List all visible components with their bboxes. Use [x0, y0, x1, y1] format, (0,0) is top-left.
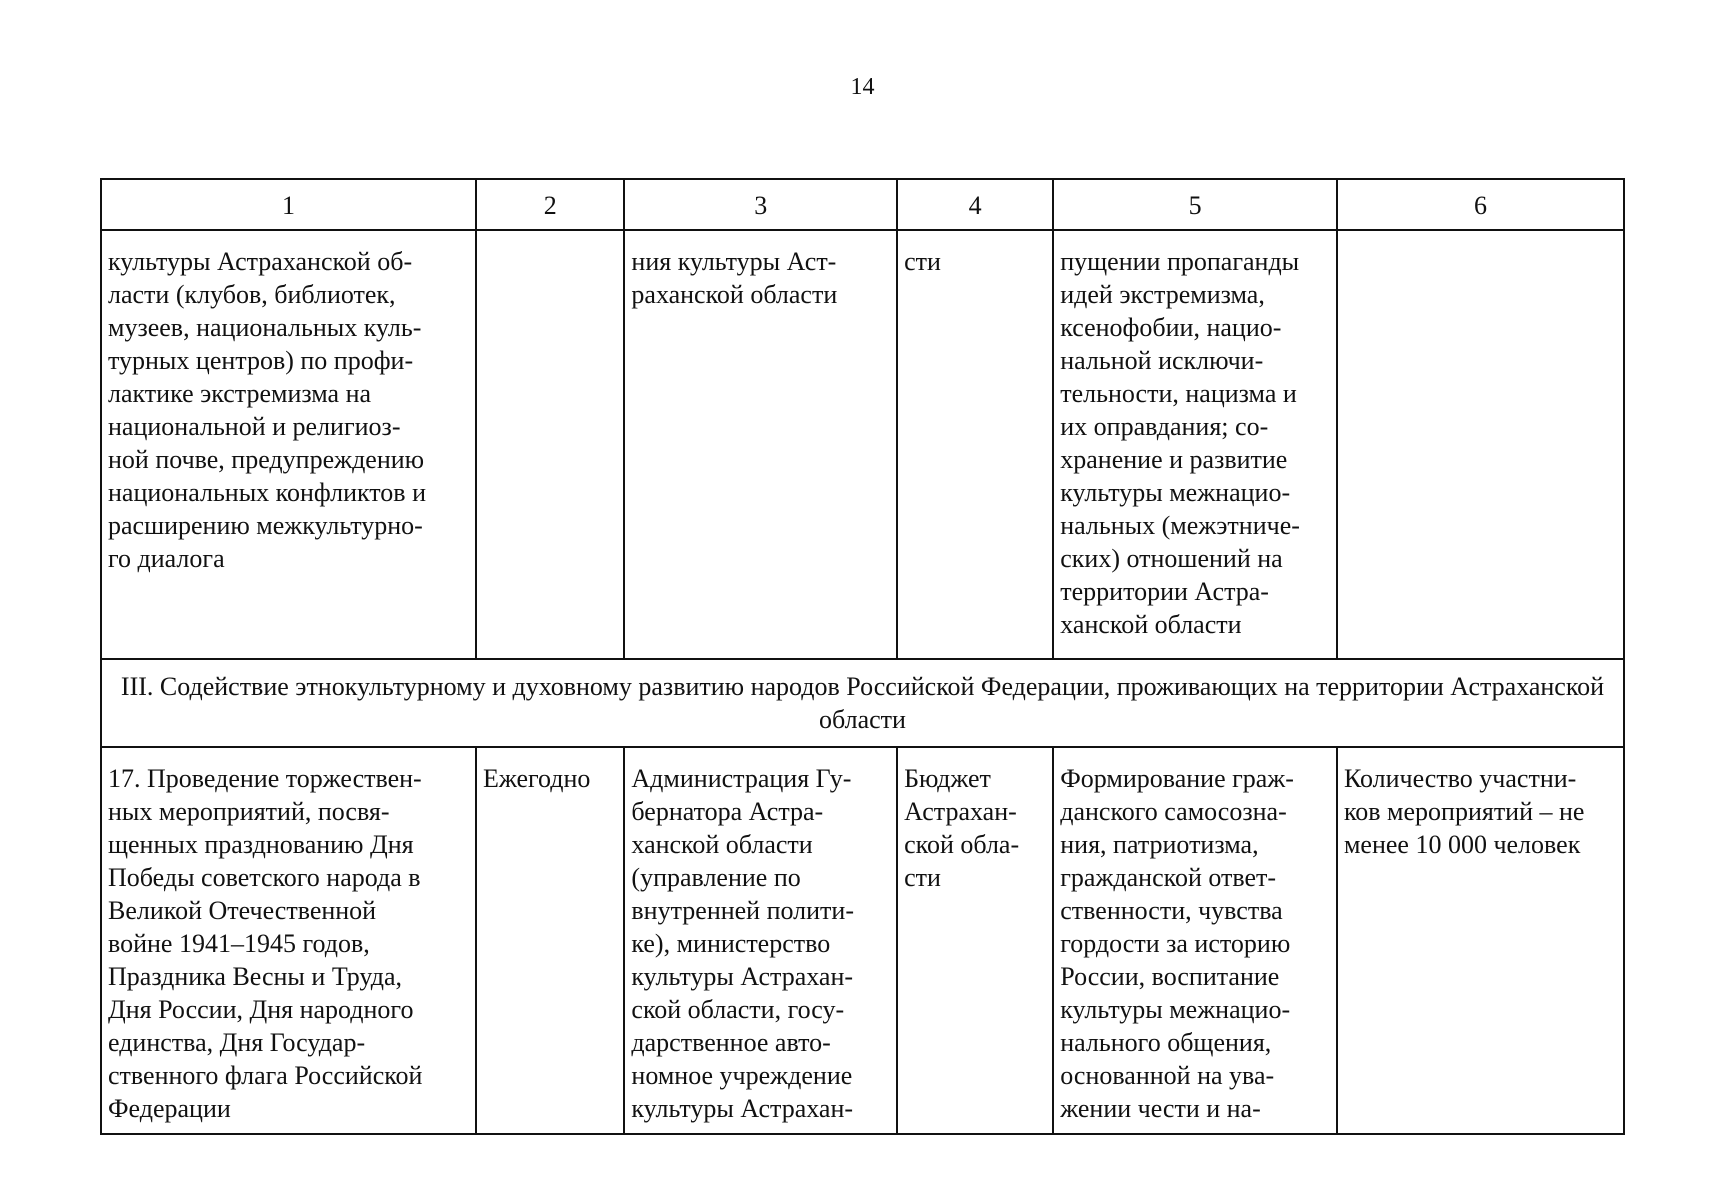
cell-deadline — [476, 230, 624, 659]
cell-funding-source: Бюджет Астрахан- ской обла- сти — [897, 747, 1053, 1134]
page-number: 14 — [850, 74, 875, 100]
cell-deadline: Ежегодно — [476, 747, 624, 1134]
cell-expected-result: Формирование граж- данского самосозна- ния, патриотизма, гражданской ответ- ственности, чувства гордости за историю России, воспитание культуры межнацио- нального общения, основанной на ува- жении чести и на- — [1053, 747, 1337, 1134]
measures-table — [100, 178, 1625, 1135]
table-header-row — [101, 179, 1624, 230]
cell-measure: культуры Астраханской об- ласти (клубов, библиотек, музеев, национальных куль- турных центров) по профи- лактике экстремизма на национальной и религиоз- ной почве, предупреждению национальных конфликтов и расширению межкультурно- го диалога — [101, 230, 476, 659]
column-header-6: 6 — [1337, 179, 1624, 230]
column-header-5: 5 — [1053, 179, 1337, 230]
table-row-17 — [101, 747, 1624, 1134]
section-title: III. Содействие этнокультурному и духовному развитию народов Российской Федерации, проживающих на территории Астраханской области — [101, 659, 1624, 747]
column-header-4: 4 — [897, 179, 1053, 230]
cell-expected-result: пущении пропаганды идей экстремизма, ксенофобии, нацио- нальной исключи- тельности, нацизма и их оправдания; со- хранение и развитие культуры межнацио- нальных (межэтниче- ских) отношений на территории Астра- ханской области — [1053, 230, 1337, 659]
table-row-continued — [101, 230, 1624, 659]
cell-executors: Администрация Гу- бернатора Астра- ханской области (управление по внутренней полити- ке), министерство культуры Астрахан- ской области, госу- дарственное авто- номное учреждение культуры Астрахан- — [624, 747, 897, 1134]
cell-funding-source: сти — [897, 230, 1053, 659]
cell-indicator — [1337, 230, 1624, 659]
column-header-1: 1 — [101, 179, 476, 230]
cell-executors: ния культуры Аст- раханской области — [624, 230, 897, 659]
cell-measure: 17. Проведение торжествен- ных мероприятий, посвя- щенных празднованию Дня Победы советского народа в Великой Отечественной войне 1941–1945 годов, Праздника Весны и Труда, Дня России, Дня народного единства, Дня Государ- ственного флага Российской Федерации — [101, 747, 476, 1134]
column-header-2: 2 — [476, 179, 624, 230]
column-header-3: 3 — [624, 179, 897, 230]
cell-indicator: Количество участни- ков мероприятий – не менее 10 000 человек — [1337, 747, 1624, 1134]
section-heading-row — [101, 659, 1624, 747]
